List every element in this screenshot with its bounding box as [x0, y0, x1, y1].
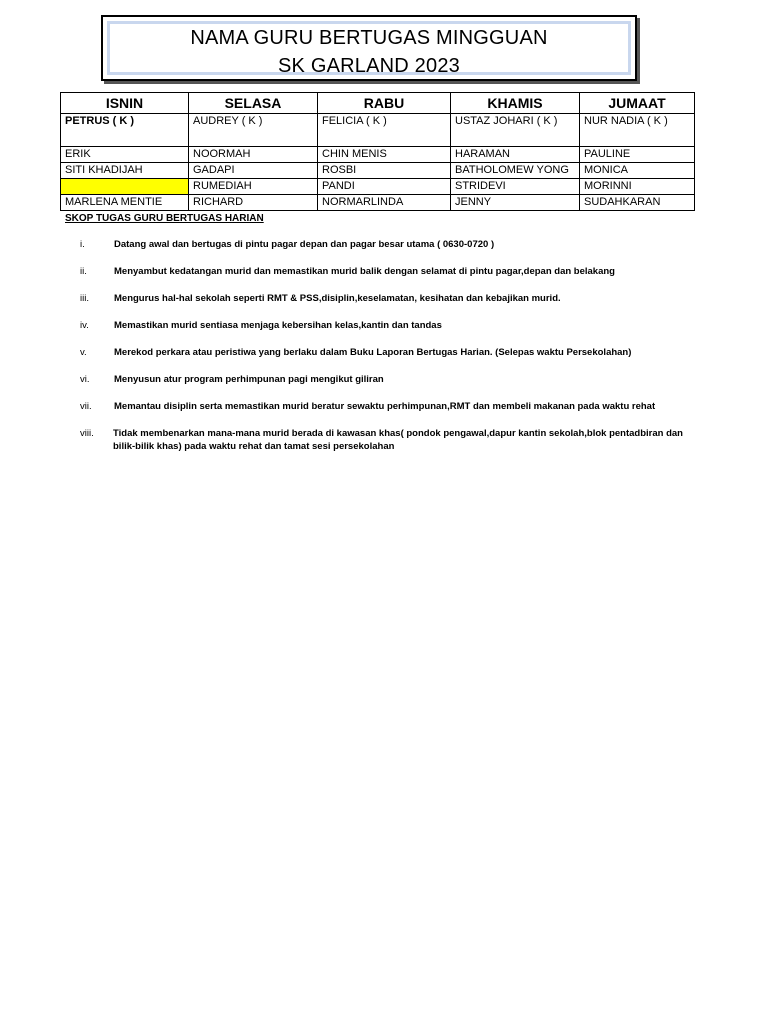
- list-item: [80, 400, 700, 413]
- table-cell: PANDI: [318, 179, 451, 195]
- table-cell: USTAZ JOHARI ( K ): [451, 114, 580, 147]
- table-cell: NUR NADIA ( K ): [580, 114, 695, 147]
- column-header-rabu: RABU: [318, 93, 451, 114]
- list-item-number: viii.: [80, 428, 94, 439]
- table-cell: RICHARD: [189, 195, 318, 211]
- list-item-number: iii.: [80, 293, 89, 304]
- list-item-number: vi.: [80, 374, 90, 385]
- table-cell: GADAPI: [189, 163, 318, 179]
- title-box: [101, 15, 637, 81]
- table-cell: BATHOLOMEW YONG: [451, 163, 580, 179]
- list-item-number: ii.: [80, 266, 87, 277]
- table-cell: RUMEDIAH: [189, 179, 318, 195]
- table-row: [61, 195, 695, 211]
- table-header-row: [61, 93, 695, 114]
- table-cell: ERIK: [61, 147, 189, 163]
- table-cell: HARAMAN: [451, 147, 580, 163]
- list-item: [80, 427, 700, 453]
- list-item-number: vii.: [80, 401, 92, 412]
- list-item-number: iv.: [80, 320, 89, 331]
- school-name: SK GARLAND 2023: [278, 55, 460, 77]
- list-item-text: Memastikan murid sentiasa menjaga kebersihan kelas,kantin dan tandas: [114, 320, 442, 331]
- table-cell: ROSBI: [318, 163, 451, 179]
- table-cell: CHIN MENIS: [318, 147, 451, 163]
- list-item: [80, 265, 700, 278]
- table-row: [61, 114, 695, 147]
- table-cell: FELICIA ( K ): [318, 114, 451, 147]
- list-item: [80, 319, 700, 332]
- list-item-text: Memantau disiplin serta memastikan murid beratur sewaktu perhimpunan,RMT dan membeli makanan pada waktu rehat: [114, 401, 656, 412]
- table-cell: PETRUS ( K ): [61, 114, 189, 147]
- title-inner-frame: [107, 21, 631, 75]
- column-header-selasa: SELASA: [189, 93, 318, 114]
- table-cell: NORMARLINDA: [318, 195, 451, 211]
- table-cell: MONICA: [580, 163, 695, 179]
- list-item-text: Datang awal dan bertugas di pintu pagar depan dan pagar besar utama ( 0630-0720 ): [114, 239, 495, 250]
- list-item: [80, 292, 700, 305]
- table-cell: MORINNI: [580, 179, 695, 195]
- list-item-text: Mengurus hal-hal sekolah seperti RMT & PSS,disiplin,keselamatan, kesihatan dan kebajikan murid.: [114, 293, 561, 304]
- table-row: [61, 147, 695, 163]
- table-row: [61, 163, 695, 179]
- list-item-text: Merekod perkara atau peristiwa yang berlaku dalam Buku Laporan Bertugas Harian. (Selepas waktu Persekolahan): [114, 347, 632, 358]
- list-item-text: Menyusun atur program perhimpunan pagi mengikut giliran: [114, 374, 384, 385]
- table-cell: NOORMAH: [189, 147, 318, 163]
- table-cell: JENNY: [451, 195, 580, 211]
- list-item: [80, 373, 700, 386]
- list-item: [80, 346, 700, 359]
- highlighted-empty-cell: [61, 179, 189, 195]
- scope-heading: SKOP TUGAS GURU BERTUGAS HARIAN: [65, 213, 264, 224]
- column-header-isnin: ISNIN: [61, 93, 189, 114]
- duty-roster-table: [60, 92, 695, 211]
- duty-list: [80, 238, 700, 467]
- document-title: NAMA GURU BERTUGAS MINGGUAN: [190, 27, 548, 49]
- column-header-jumaat: JUMAAT: [580, 93, 695, 114]
- list-item-text: Tidak membenarkan mana-mana murid berada di kawasan khas( pondok pengawal,dapur kantin sekolah,blok pentadbiran dan bilik-bilik khas) pada waktu rehat dan tamat sesi persekolahan: [113, 428, 683, 452]
- table-cell: SUDAHKARAN: [580, 195, 695, 211]
- table-cell: SITI KHADIJAH: [61, 163, 189, 179]
- list-item-text: Menyambut kedatangan murid dan memastikan murid balik dengan selamat di pintu pagar,depan dan belakang: [114, 266, 615, 277]
- table-cell: MARLENA MENTIE: [61, 195, 189, 211]
- list-item-number: i.: [80, 239, 85, 250]
- table-cell: AUDREY ( K ): [189, 114, 318, 147]
- table-cell: STRIDEVI: [451, 179, 580, 195]
- list-item: [80, 238, 700, 251]
- list-item-number: v.: [80, 347, 87, 358]
- column-header-khamis: KHAMIS: [451, 93, 580, 114]
- table-row: [61, 179, 695, 195]
- table-cell: PAULINE: [580, 147, 695, 163]
